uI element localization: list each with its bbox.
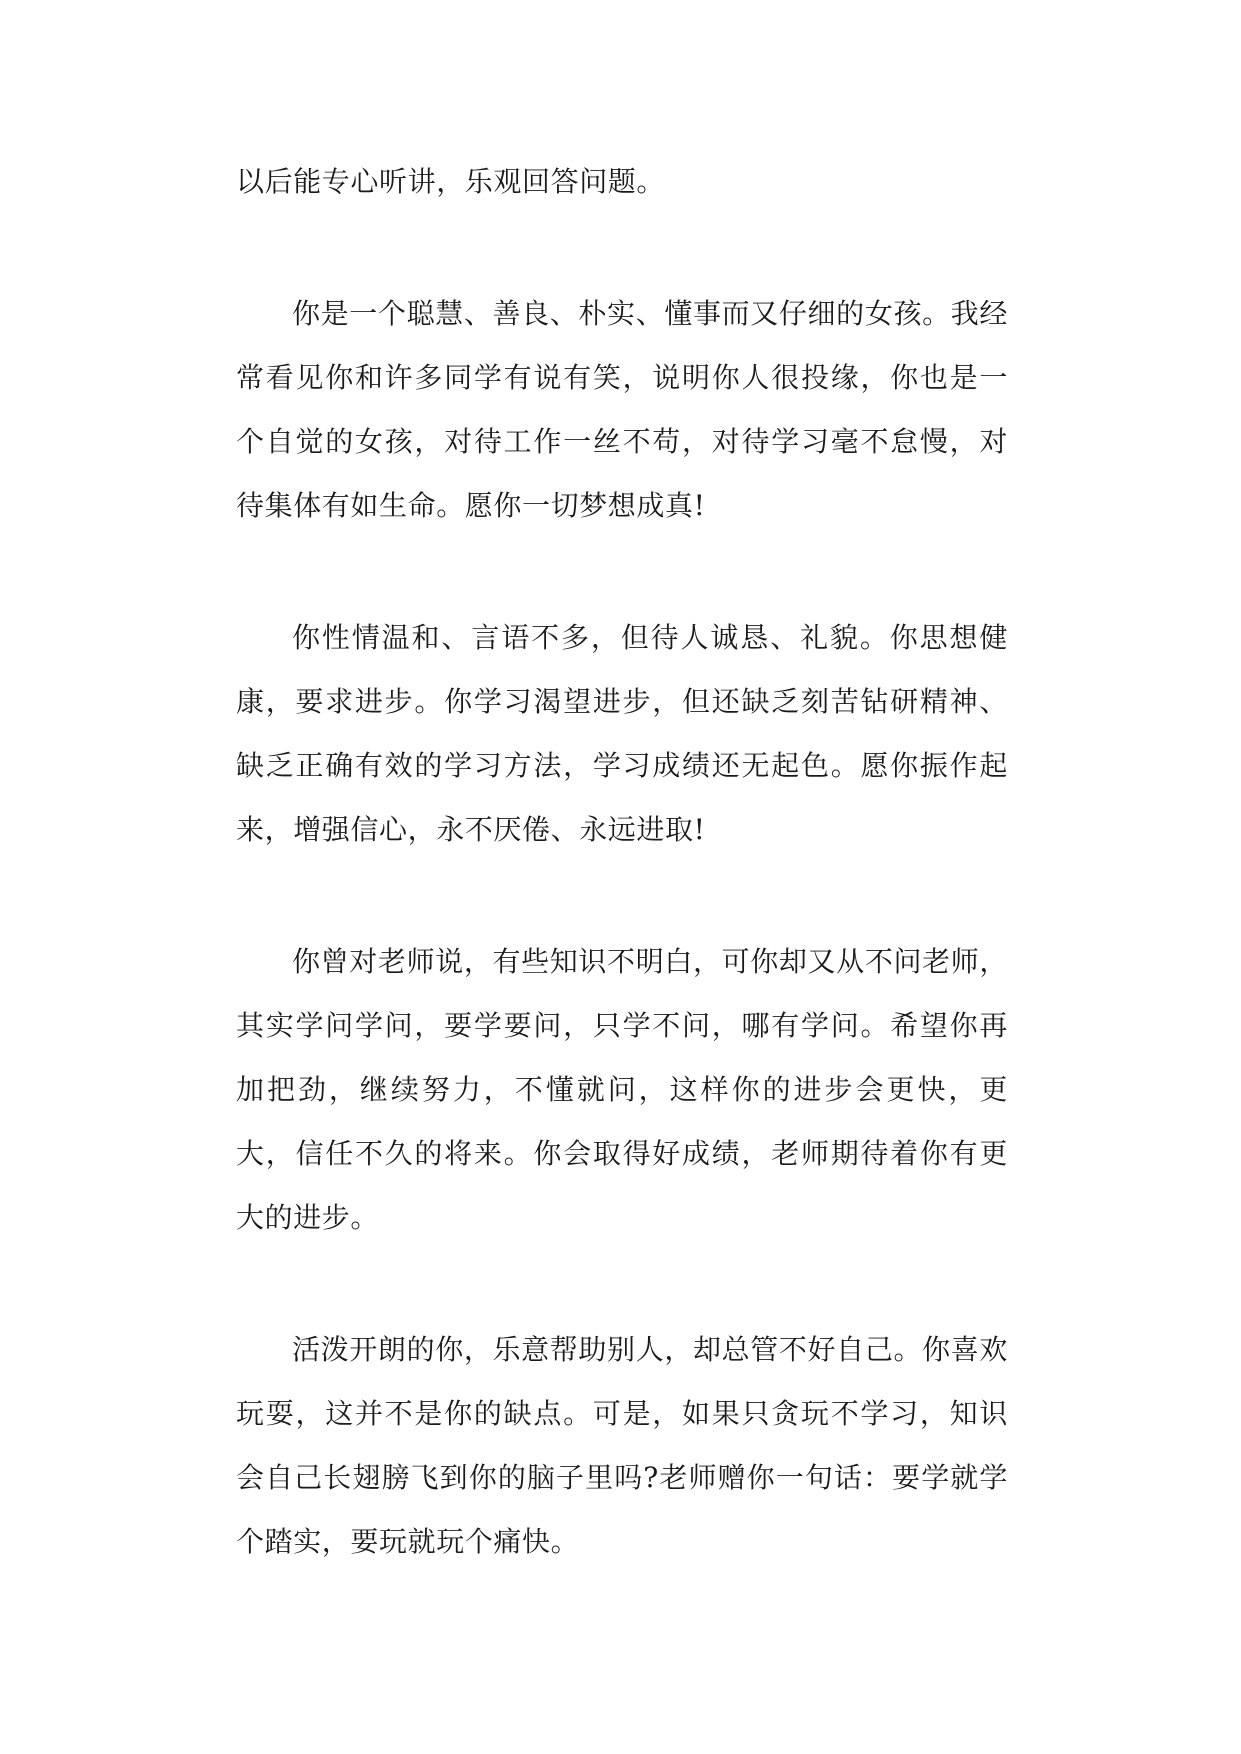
document-body	[236, 150, 1008, 1574]
paragraph-comment-3: 你曾对老师说，有些知识不明白，可你却又从不问老师，其实学问学问，要学要问，只学不问，哪有学问。希望你再加把劲，继续努力，不懂就问，这样你的进步会更快，更大，信任不久的将来。你会取得好成绩，老师期待着你有更大的进步。	[236, 945, 1008, 1234]
paragraph-continuation: 以后能专心听讲，乐观回答问题。	[236, 165, 666, 198]
paragraph-gap	[236, 862, 1008, 930]
paragraph-comment-1: 你是一个聪慧、善良、朴实、懂事而又仔细的女孩。我经常看见你和许多同学有说有笑，说明你人很投缘，你也是一个自觉的女孩，对待工作一丝不苟，对待学习毫不怠慢，对待集体有如生命。愿你一切梦想成真!	[236, 297, 1008, 522]
paragraph-comment-2: 你性情温和、言语不多，但待人诚恳、礼貌。你思想健康，要求进步。你学习渴望进步，但还缺乏刻苦钻研精神、缺乏正确有效的学习方法，学习成绩还无起色。愿你振作起来，增强信心，永不厌倦、永远进取!	[236, 621, 1008, 846]
paragraph-gap	[236, 538, 1008, 606]
paragraph-comment-4: 活泼开朗的你，乐意帮助别人，却总管不好自己。你喜欢玩耍，这并不是你的缺点。可是，如果只贪玩不学习，知识会自己长翅膀飞到你的脑子里吗?老师赠你一句话：要学就学个踏实，要玩就玩个痛快。	[236, 1333, 1008, 1558]
paragraph-gap	[236, 1250, 1008, 1318]
paragraph-gap	[236, 214, 1008, 282]
